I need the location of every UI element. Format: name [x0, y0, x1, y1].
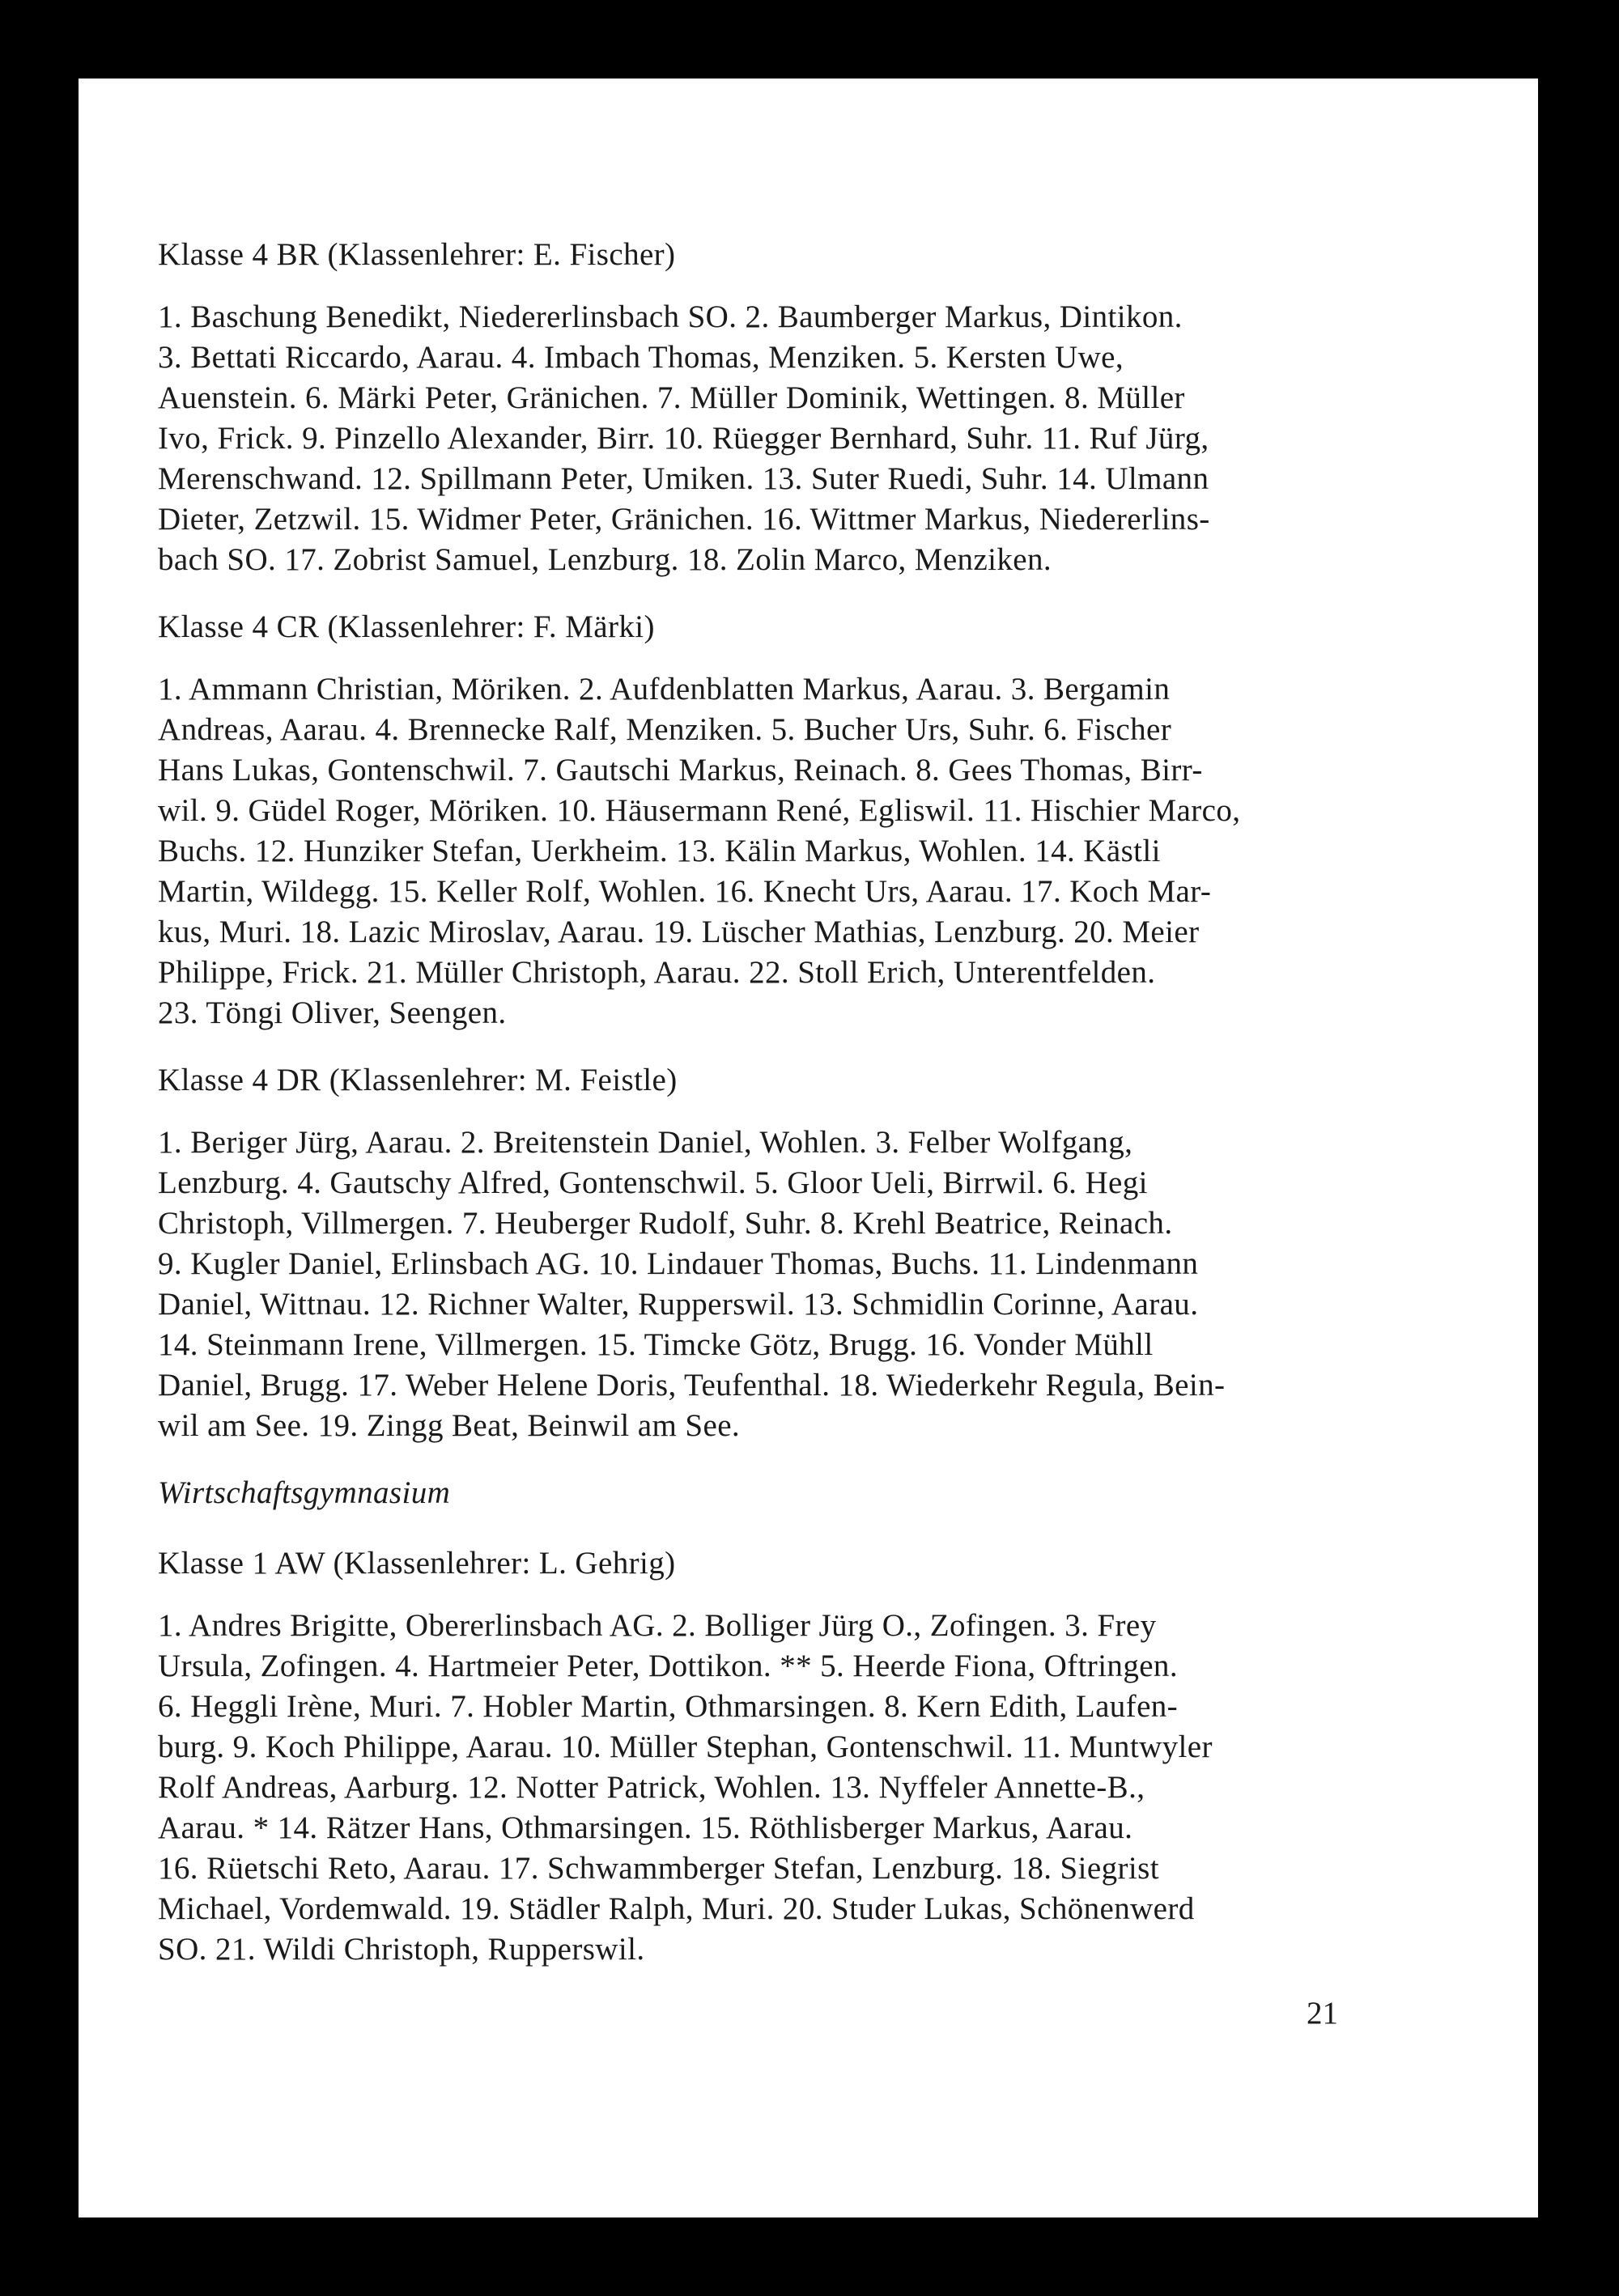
class-heading-1aw: Klasse 1 AW (Klassenlehrer: L. Gehrig) [158, 1546, 676, 1581]
text-line: Ursula, Zofingen. 4. Hartmeier Peter, Dottikon. ** 5. Heerde Fiona, Oftringen. [158, 1649, 1178, 1683]
text-line: Buchs. 12. Hunziker Stefan, Uerkheim. 13. Kälin Markus, Wohlen. 14. Kästli [158, 834, 1161, 868]
text-line: Merenschwand. 12. Spillmann Peter, Umiken. 13. Suter Ruedi, Suhr. 14. Ulmann [158, 461, 1209, 496]
text-line: kus, Muri. 18. Lazic Miroslav, Aarau. 19. Lüscher Mathias, Lenzburg. 20. Meier [158, 915, 1200, 949]
text-line: Dieter, Zetzwil. 15. Widmer Peter, Gränichen. 16. Wittmer Markus, Niedererlins- [158, 502, 1210, 537]
text-line: 1. Andres Brigitte, Obererlinsbach AG. 2. Bolliger Jürg O., Zofingen. 3. Frey [158, 1608, 1157, 1643]
text-line: Philippe, Frick. 21. Müller Christoph, Aarau. 22. Stoll Erich, Unterentfelden. [158, 955, 1156, 990]
page-content [158, 235, 1340, 1997]
text-line: 3. Bettati Riccardo, Aarau. 4. Imbach Thomas, Menziken. 5. Kersten Uwe, [158, 340, 1124, 375]
class-heading-4cr: Klasse 4 CR (Klassenlehrer: F. Märki) [158, 609, 655, 644]
text-line: 1. Ammann Christian, Möriken. 2. Aufdenblatten Markus, Aarau. 3. Bergamin [158, 672, 1171, 707]
text-line: 1. Beriger Jürg, Aarau. 2. Breitenstein Daniel, Wohlen. 3. Felber Wolfgang, [158, 1125, 1133, 1160]
text-line: Rolf Andreas, Aarburg. 12. Notter Patrick, Wohlen. 13. Nyffeler Annette-B., [158, 1770, 1145, 1805]
student-list-1aw [158, 1606, 1340, 1970]
text-line: Auenstein. 6. Märki Peter, Gränichen. 7. Müller Dominik, Wettingen. 8. Müller [158, 380, 1185, 415]
text-line: Aarau. * 14. Rätzer Hans, Othmarsingen. 15. Röthlisberger Markus, Aarau. [158, 1810, 1133, 1845]
class-heading-4dr: Klasse 4 DR (Klassenlehrer: M. Feistle) [158, 1063, 678, 1097]
text-line: 23. Töngi Oliver, Seengen. [158, 995, 507, 1030]
text-line: 14. Steinmann Irene, Villmergen. 15. Timcke Götz, Brugg. 16. Vonder Mühll [158, 1327, 1154, 1362]
text-line: bach SO. 17. Zobrist Samuel, Lenzburg. 18. Zolin Marco, Menziken. [158, 542, 1052, 577]
student-list-4cr [158, 669, 1340, 1033]
text-line: burg. 9. Koch Philippe, Aarau. 10. Müller Stephan, Gontenschwil. 11. Muntwyler [158, 1729, 1213, 1764]
text-line: Daniel, Wittnau. 12. Richner Walter, Rupperswil. 13. Schmidlin Corinne, Aarau. [158, 1287, 1199, 1322]
text-line: Daniel, Brugg. 17. Weber Helene Doris, Teufenthal. 18. Wiederkehr Regula, Bein- [158, 1368, 1226, 1403]
page-number: 21 [1307, 1996, 1338, 2031]
text-line: Michael, Vordemwald. 19. Städler Ralph, Muri. 20. Studer Lukas, Schönenwerd [158, 1891, 1195, 1926]
text-line: Lenzburg. 4. Gautschy Alfred, Gontenschwil. 5. Gloor Ueli, Birrwil. 6. Hegi [158, 1165, 1148, 1200]
text-line: 9. Kugler Daniel, Erlinsbach AG. 10. Lindauer Thomas, Buchs. 11. Lindenmann [158, 1246, 1199, 1281]
section-title-wirtschaftsgymnasium: Wirtschaftsgymnasium [158, 1475, 451, 1510]
document-page [79, 79, 1538, 2217]
text-line: Martin, Wildegg. 15. Keller Rolf, Wohlen. 16. Knecht Urs, Aarau. 17. Koch Mar- [158, 874, 1212, 909]
text-line: Hans Lukas, Gontenschwil. 7. Gautschi Markus, Reinach. 8. Gees Thomas, Birr- [158, 753, 1203, 787]
text-line: 16. Rüetschi Reto, Aarau. 17. Schwammberger Stefan, Lenzburg. 18. Siegrist [158, 1851, 1159, 1886]
text-line: Christoph, Villmergen. 7. Heuberger Rudolf, Suhr. 8. Krehl Beatrice, Reinach. [158, 1206, 1173, 1241]
class-heading-4br: Klasse 4 BR (Klassenlehrer: E. Fischer) [158, 237, 676, 272]
text-line: 1. Baschung Benedikt, Niedererlinsbach SO. 2. Baumberger Markus, Dintikon. [158, 299, 1183, 334]
text-line: wil. 9. Güdel Roger, Möriken. 10. Häusermann René, Egliswil. 11. Hischier Marco, [158, 793, 1241, 828]
text-line: SO. 21. Wildi Christoph, Rupperswil. [158, 1932, 645, 1967]
text-line: wil am See. 19. Zingg Beat, Beinwil am See. [158, 1408, 741, 1443]
student-list-4dr [158, 1123, 1340, 1446]
text-line: Andreas, Aarau. 4. Brennecke Ralf, Menziken. 5. Bucher Urs, Suhr. 6. Fischer [158, 712, 1172, 747]
text-line: 6. Heggli Irène, Muri. 7. Hobler Martin, Othmarsingen. 8. Kern Edith, Laufen- [158, 1689, 1179, 1724]
text-line: Ivo, Frick. 9. Pinzello Alexander, Birr. 10. Rüegger Bernhard, Suhr. 11. Ruf Jürg, [158, 421, 1209, 456]
student-list-4br [158, 297, 1340, 580]
